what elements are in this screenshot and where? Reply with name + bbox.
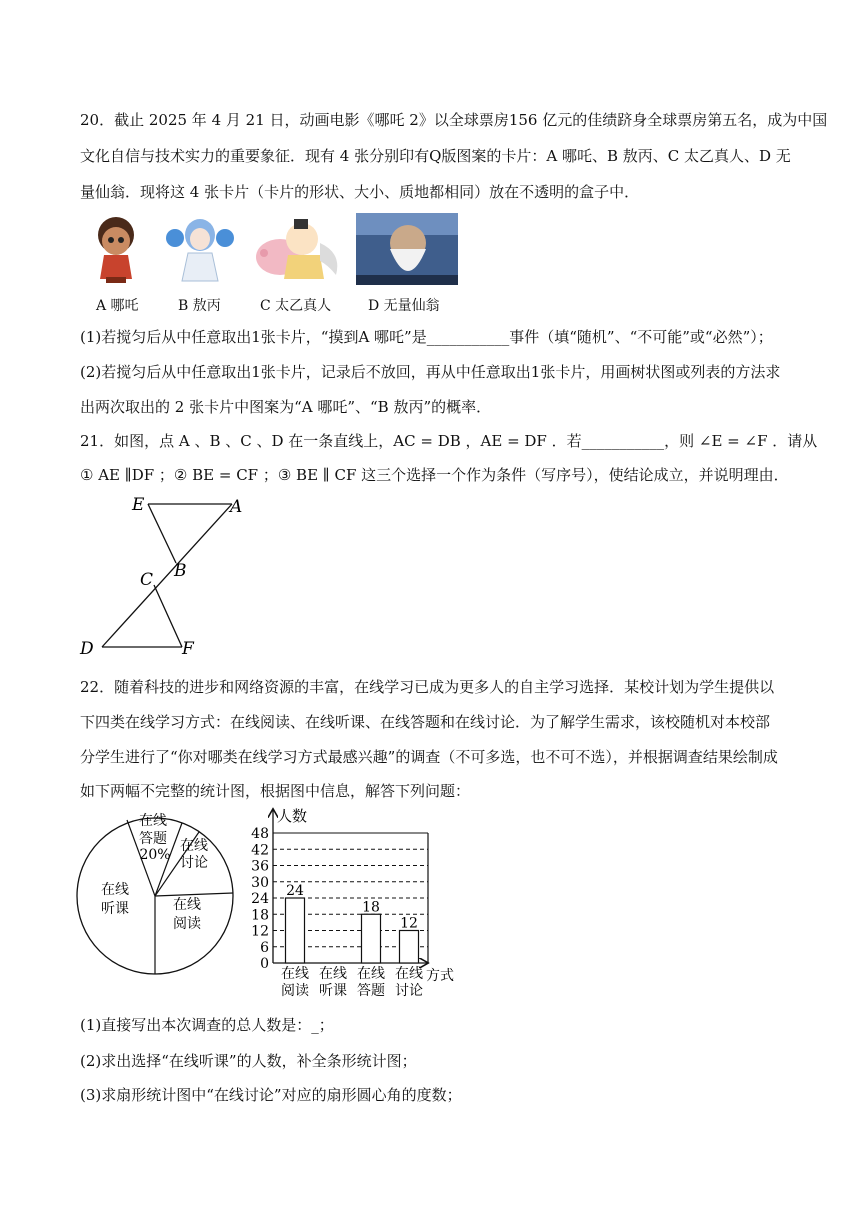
bar — [286, 898, 305, 963]
caption-c: C 太乙真人 — [260, 298, 332, 314]
q20-sub-2a: (2)若搅匀后从中任意取出1张卡片，记录后不放回，再从中任意取出1张卡片，用画树状图或列表的方法求 — [80, 363, 781, 381]
y-tick-label: 6 — [260, 939, 269, 956]
wuliang-xianweng-image — [356, 213, 458, 285]
q22-line-4: 如下两幅不完整的统计图，根据图中信息，解答下列问题： — [80, 782, 471, 800]
point-f-label: F — [182, 639, 194, 659]
pie-label-dati-pct: 20% — [139, 847, 171, 863]
pie-label-taolun-1: 在线 — [180, 838, 208, 854]
x-tick-label: 在线 — [281, 966, 309, 982]
y-tick-label: 42 — [251, 842, 269, 859]
bar-value-label: 24 — [286, 883, 304, 899]
x-tick-label: 听课 — [319, 983, 347, 999]
segment-eb — [148, 504, 176, 563]
q20-sub-1: (1)若搅匀后从中任意取出1张卡片，“摸到A 哪吒”是___________事件（填“随机”、“不可能”或“必然”）； — [80, 328, 773, 346]
pie-label-tingke-2: 听课 — [101, 901, 129, 917]
point-d-label: D — [80, 639, 94, 659]
segment-fc — [154, 585, 182, 647]
pie-label-taolun-2: 讨论 — [180, 855, 208, 871]
q22-sub-2: (2)求出选择“在线听课”的人数，补全条形统计图； — [80, 1052, 417, 1070]
x-axis-label: 方式 — [426, 968, 454, 984]
x-tick-label: 在线 — [319, 966, 347, 982]
q20-line-3: 量仙翁．现将这 4 张卡片（卡片的形状、大小、质地都相同）放在不透明的盒子中． — [80, 183, 640, 201]
line-ad — [102, 504, 232, 647]
y-tick-label: 12 — [251, 923, 269, 940]
bar-chart — [240, 800, 466, 1000]
bar — [362, 914, 381, 963]
point-b-label: B — [174, 561, 187, 581]
q22-line-1: 22．随着科技的进步和网络资源的丰富，在线学习已成为更多人的自主学习选择．某校计划为学生提供以 — [80, 678, 775, 696]
pie-label-tingke-1: 在线 — [101, 882, 129, 898]
point-a-label: A — [230, 497, 243, 517]
point-c-label: C — [140, 570, 154, 590]
caption-b: B 敖丙 — [178, 298, 221, 314]
x-tick-label: 答题 — [357, 983, 385, 999]
y-tick-label: 48 — [251, 826, 269, 842]
pie-label-yuedu-1: 在线 — [173, 897, 201, 913]
q22-line-3: 分学生进行了“你对哪类在线学习方式最感兴趣”的调查（不可多选，也不可不选），并根据调查结果绘制成 — [80, 748, 778, 766]
x-tick-label: 讨论 — [395, 983, 423, 999]
point-e-label: E — [132, 495, 145, 515]
q20-line-1: 20．截止 2025 年 4 月 21 日，动画电影《哪吒 2》以全球票房156 亿元的佳绩跻身全球票房第五名，成为中国 — [80, 111, 828, 129]
pie-label-yuedu-2: 阅读 — [173, 916, 201, 932]
y-tick-label: 36 — [251, 858, 269, 875]
y-tick-label: 0 — [260, 956, 269, 972]
pie-label-dati-2: 答题 — [139, 831, 167, 847]
pie-divider-3 — [155, 893, 233, 896]
geometry-figure — [70, 490, 260, 660]
x-tick-label: 阅读 — [281, 983, 309, 999]
x-tick-label: 在线 — [395, 966, 423, 982]
q21-line-2: ① AE ∥DF ；② BE = CF ；③ BE ∥ CF 这三个选择一个作为条件（写序号），使结论成立，并说明理由． — [80, 466, 789, 484]
x-tick-label: 在线 — [357, 966, 385, 982]
pie-label-dati-1: 在线 — [139, 813, 167, 829]
bar-value-label: 18 — [362, 899, 380, 916]
taiyi-zhenren-image — [250, 213, 346, 285]
q20-line-2: 文化自信与技术实力的重要象征．现有 4 张分别印有Q版图案的卡片：A 哪吒、B 敖丙、C 太乙真人、D 无 — [80, 147, 791, 165]
q22-sub-1: (1)直接写出本次调查的总人数是：_； — [80, 1016, 334, 1034]
q22-sub-3: (3)求扇形统计图中“在线讨论”对应的扇形圆心角的度数； — [80, 1086, 462, 1104]
caption-d: D 无量仙翁 — [368, 298, 440, 314]
pie-chart — [74, 808, 238, 984]
bar-value-label: 12 — [400, 915, 418, 932]
y-tick-label: 18 — [251, 907, 269, 924]
nezha-image — [86, 213, 146, 285]
y-axis-label: 人数 — [277, 807, 308, 825]
bar — [400, 931, 419, 964]
y-tick-label: 30 — [251, 874, 269, 891]
aobing-image — [162, 213, 238, 285]
q20-sub-2b: 出两次取出的 2 张卡片中图案为“A 哪吒”、“B 敖丙”的概率． — [80, 398, 492, 416]
caption-a: A 哪吒 — [96, 298, 139, 314]
q22-line-2: 下四类在线学习方式：在线阅读、在线听课、在线答题和在线讨论．为了解学生需求，该校随机对本校部 — [80, 713, 771, 731]
y-tick-label: 24 — [251, 891, 269, 907]
q21-line-1: 21．如图，点 A 、B 、C 、D 在一条直线上，AC = DB ，AE = DF ．若___________，则 ∠E = ∠F ．请从 — [80, 432, 818, 450]
